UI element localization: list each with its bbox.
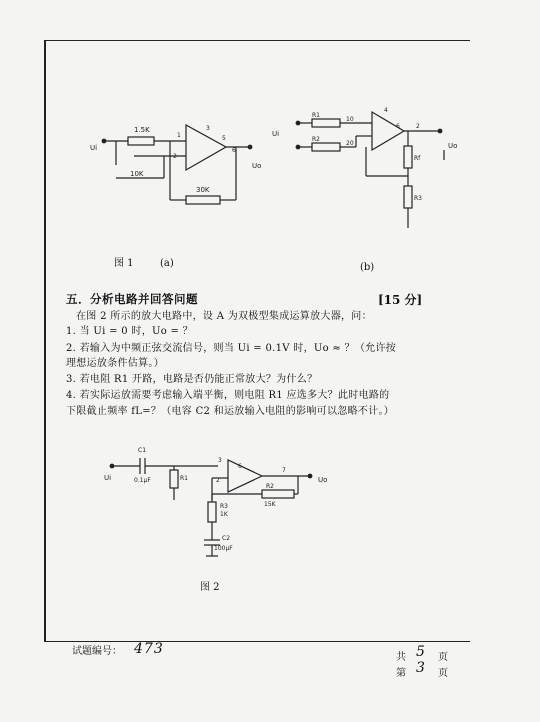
r1-value-label: 10 bbox=[346, 116, 354, 123]
exam-code-value: 473 bbox=[134, 641, 164, 657]
ui-b-label: Ui bbox=[272, 130, 280, 138]
question-2-line-2: 理想运放条件估算。） bbox=[66, 358, 164, 369]
question-4-line-2: 下限截止频率 fL=？（电容 C2 和运放输入电阻的影响可以忽略不计。） bbox=[66, 406, 395, 417]
r2-value-label: 20 bbox=[346, 140, 354, 147]
question-3: 3. 若电阻 R1 开路，电路是否仍能正常放大？为什么？ bbox=[66, 374, 318, 385]
r-in-label: 1.5K bbox=[134, 126, 150, 134]
r3-value-fig2-label: 1K bbox=[220, 511, 228, 518]
section-score: [15 分] bbox=[378, 293, 423, 307]
figure-1b-subcaption: (b) bbox=[360, 262, 375, 273]
figure-2-caption: 图 2 bbox=[200, 582, 220, 593]
r2-fig2-label: R2 bbox=[266, 483, 274, 490]
r2-value-fig2-label: 15K bbox=[264, 501, 276, 508]
node-4-b-label: 4 bbox=[384, 107, 388, 114]
c2-fig2-label: C2 bbox=[222, 535, 231, 542]
total-pages-prefix: 共 bbox=[396, 652, 406, 663]
r-bias-label: 10K bbox=[130, 170, 144, 178]
current-page-suffix: 页 bbox=[438, 668, 448, 679]
question-2-line-1: 2. 若输入为中频正弦交流信号，则当 Ui = 0.1V 时，Uo ≈ ？（允许按 bbox=[66, 343, 397, 354]
r-fb-label: 30K bbox=[196, 186, 210, 194]
uo-fig2-label: Uo bbox=[318, 476, 328, 484]
node-6-b-label: 6 bbox=[396, 123, 400, 130]
node-1-label: 1 bbox=[177, 132, 181, 139]
current-page-value: 3 bbox=[416, 660, 426, 676]
node-3-fig2-label: 3 bbox=[218, 457, 222, 464]
uo-a-label: Uo bbox=[252, 162, 262, 170]
total-pages-suffix: 页 bbox=[438, 652, 448, 663]
node-2-b-label: 2 bbox=[416, 123, 420, 130]
current-page-prefix: 第 bbox=[396, 668, 406, 679]
node-6-fig2-label: 6 bbox=[238, 463, 242, 470]
question-1: 1. 当 Ui = 0 时，Uo = ？ bbox=[66, 326, 193, 337]
question-4-line-1: 4. 若实际运放需要考虑输入端平衡，则电阻 R1 应选多大？此时电路的 bbox=[66, 390, 390, 401]
figure-1a-subcaption: (a) bbox=[160, 258, 174, 269]
node-3-label: 3 bbox=[206, 125, 210, 132]
node-2-label: 2 bbox=[173, 153, 177, 160]
r1-b-label: R1 bbox=[312, 112, 320, 119]
c1-value-label: 0.1μF bbox=[134, 477, 151, 484]
ui-fig2-label: Ui bbox=[104, 474, 112, 482]
uo-b-label: Uo bbox=[448, 142, 458, 150]
c2-value-fig2-label: 100μF bbox=[214, 545, 233, 552]
node-2-fig2-label: 2 bbox=[216, 477, 220, 484]
r3-label: R3 bbox=[414, 195, 422, 202]
c1-label: C1 bbox=[138, 447, 147, 454]
section-title: 五．分析电路并回答问题 bbox=[66, 292, 198, 306]
ui-a-label: Ui bbox=[90, 144, 98, 152]
total-pages-value: 5 bbox=[416, 644, 426, 660]
r3-fig2-label: R3 bbox=[220, 503, 228, 510]
r1-fig2-label: R1 bbox=[180, 475, 188, 482]
figure-1-caption: 图 1 bbox=[114, 258, 134, 269]
node-6-label: 6 bbox=[232, 147, 236, 154]
node-5-label: 5 bbox=[222, 135, 226, 142]
exam-code-label: 试题编号： bbox=[72, 646, 122, 657]
node-7-fig2-label: 7 bbox=[282, 467, 286, 474]
section-intro: 在图 2 所示的放大电路中，设 A 为双极型集成运算放大器，问： bbox=[76, 311, 372, 322]
r2-b-label: R2 bbox=[312, 136, 320, 143]
rf-label: Rf bbox=[414, 155, 421, 162]
